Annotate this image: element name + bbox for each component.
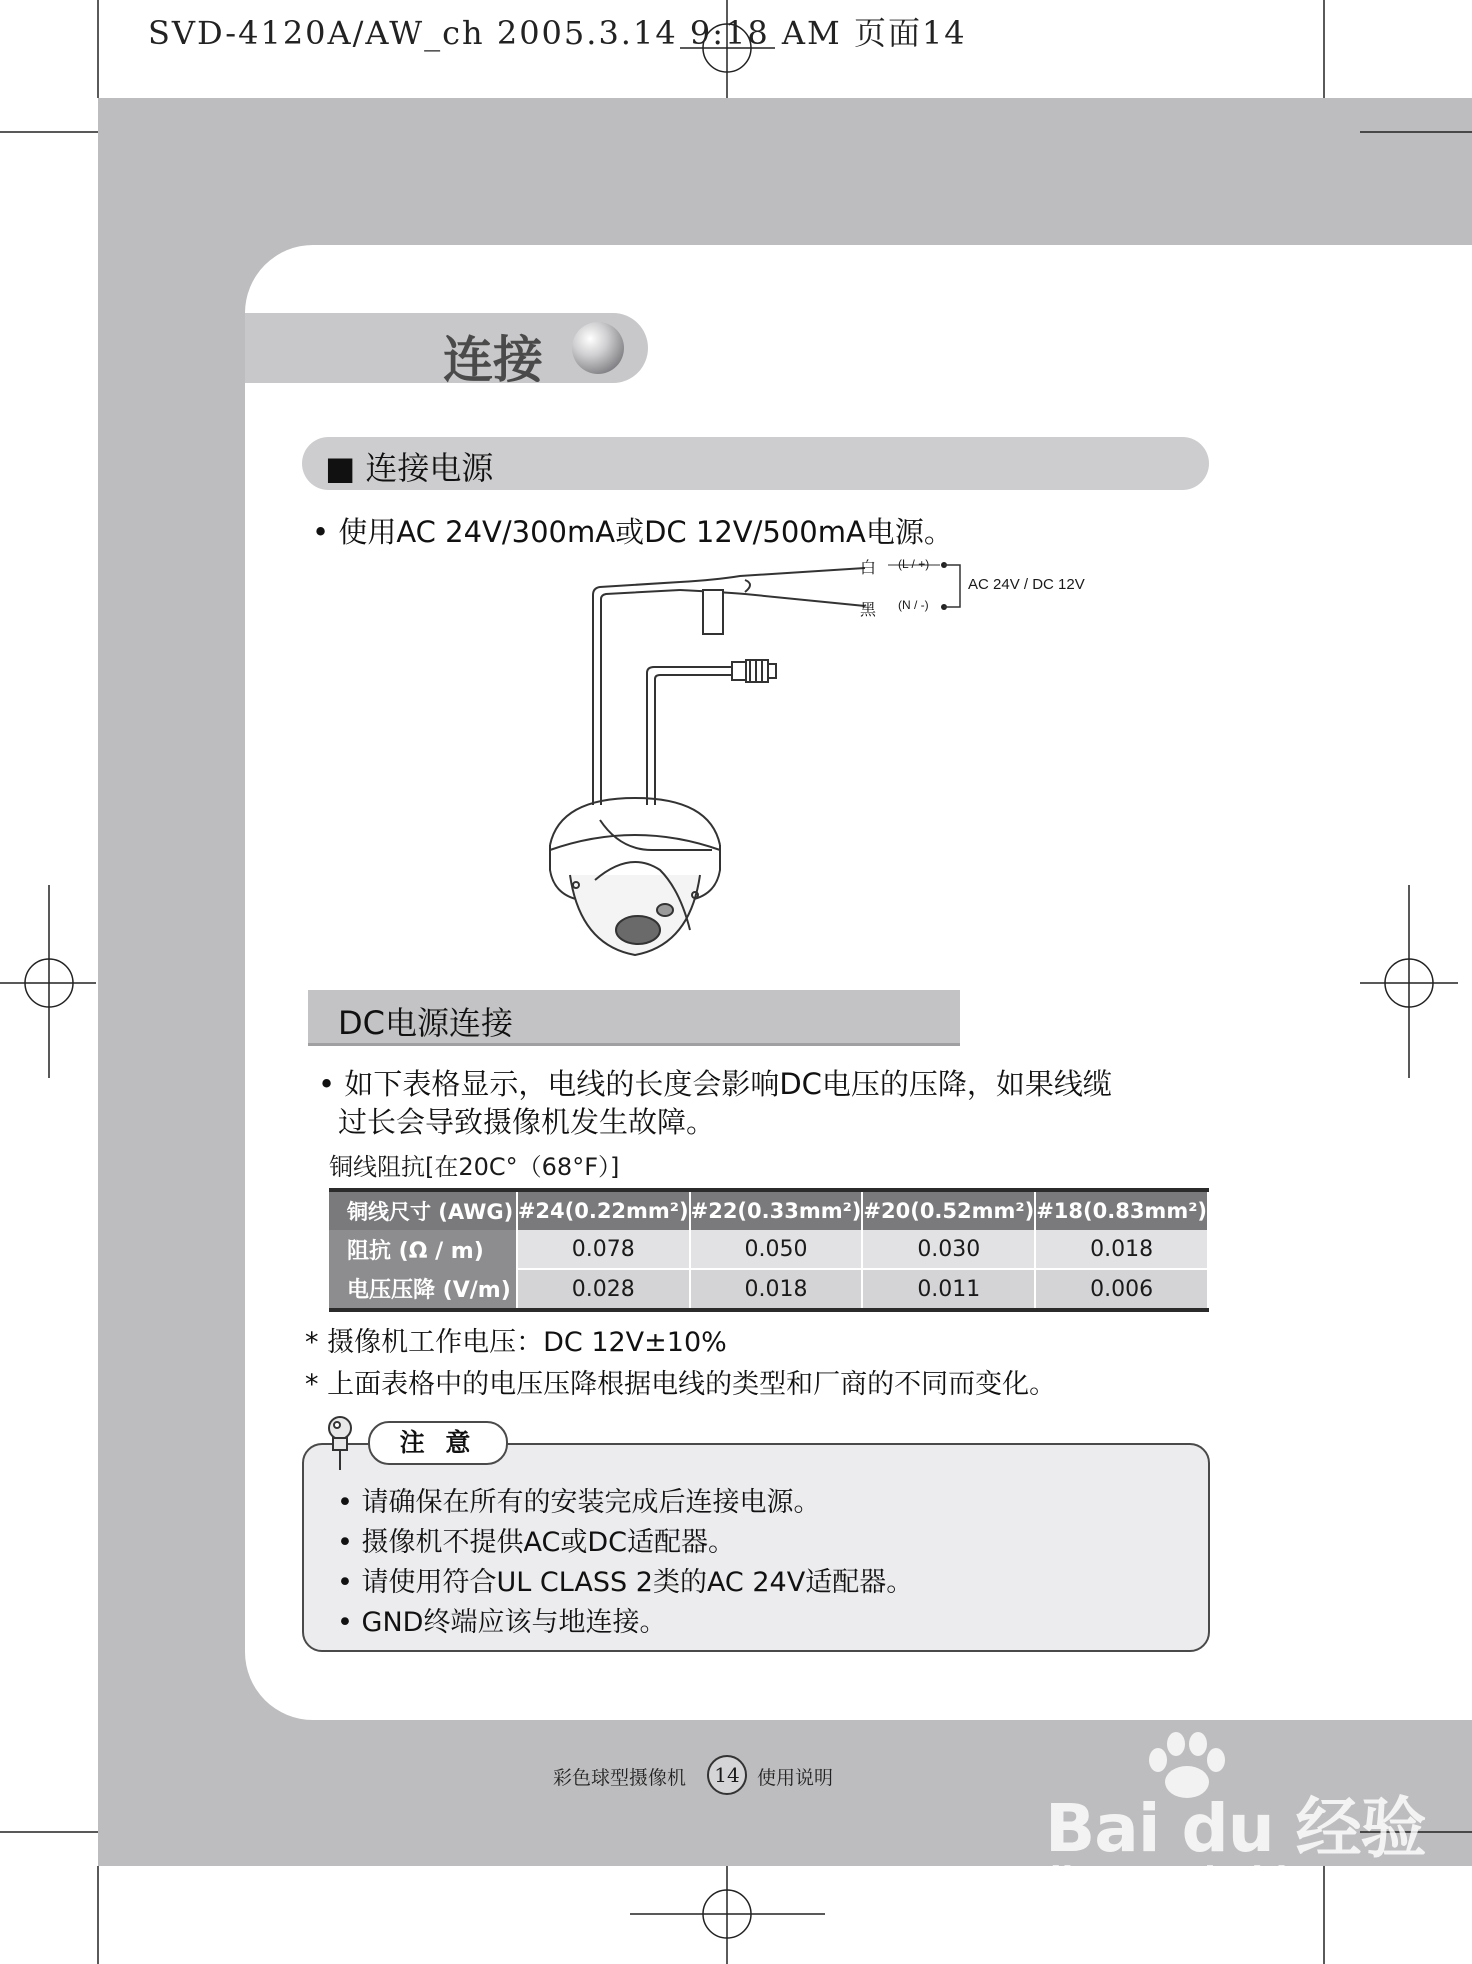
bullet-dot: • xyxy=(312,515,330,549)
camera-wiring-diagram xyxy=(540,550,1140,970)
asterisk-marker: * xyxy=(305,1327,319,1358)
bullet-dot: • xyxy=(337,1527,353,1558)
dc-warning-text-1: 如下表格显示，电线的长度会影响DC电压的压降，如果线缆 xyxy=(344,1067,1112,1101)
footnote-text: 上面表格中的电压压降根据电线的类型和厂商的不同而变化。 xyxy=(327,1369,1057,1400)
dc-warning-line-1 xyxy=(318,1062,1112,1103)
table-cell: 0.078 xyxy=(517,1230,690,1269)
table-cell: 0.030 xyxy=(862,1230,1035,1269)
copper-wire-table xyxy=(329,1188,1209,1312)
page-number: 14 xyxy=(707,1755,747,1795)
bullet-dot: • xyxy=(318,1067,336,1101)
caution-item xyxy=(337,1600,666,1639)
table-cell: 0.018 xyxy=(1035,1230,1208,1269)
table-caption: 铜线阻抗[在20C°（68°F）] xyxy=(329,1153,620,1181)
table-header-cell: #22(0.33mm²) xyxy=(690,1190,863,1230)
sphere-icon xyxy=(572,322,624,374)
table-header-cell: #20(0.52mm²) xyxy=(862,1190,1035,1230)
dc-subsection-heading: DC电源连接 xyxy=(338,1004,513,1042)
page-title: 连接 xyxy=(443,331,543,389)
supply-label: AC 24V / DC 12V xyxy=(968,576,1085,593)
positive-terminal-label: (L / +) xyxy=(898,557,930,571)
table-header-cell: #24(0.22mm²) xyxy=(517,1190,690,1230)
caution-item-text: 请确保在所有的安装完成后连接电源。 xyxy=(361,1487,821,1518)
row-label: 电压压降 (V/m) xyxy=(329,1269,517,1310)
pushpin-icon xyxy=(318,1412,368,1474)
bullet-dot: • xyxy=(337,1567,353,1598)
caution-item-text: 请使用符合UL CLASS 2类的AC 24V适配器。 xyxy=(361,1567,914,1598)
print-header: SVD-4120A/AW_ch 2005.3.14 9:18 AM 页面14 xyxy=(148,14,967,52)
table-header-cell: #18(0.83mm²) xyxy=(1035,1190,1208,1230)
table-row xyxy=(329,1230,1208,1269)
black-wire-label: 黑 xyxy=(860,600,877,619)
power-spec-text: 使用AC 24V/300mA或DC 12V/500mA电源。 xyxy=(338,515,953,549)
white-wire-label: 白 xyxy=(860,558,877,577)
footer-right: 使用说明 xyxy=(757,1767,834,1789)
caution-item xyxy=(337,1480,821,1519)
table-cell: 0.028 xyxy=(517,1269,690,1310)
baidu-watermark-url: jingyan.baidu.com xyxy=(1050,1860,1404,1900)
footnote-voltage xyxy=(305,1320,727,1359)
table-header-cell: 铜线尺寸 (AWG) xyxy=(329,1190,517,1230)
square-bullet-icon: ■ xyxy=(325,449,356,487)
table-header-row xyxy=(329,1190,1208,1230)
table-cell: 0.006 xyxy=(1035,1269,1208,1310)
table-cell: 0.050 xyxy=(690,1230,863,1269)
row-label: 阻抗 (Ω / m) xyxy=(329,1230,517,1269)
baidu-watermark: Bai du 经验 xyxy=(1045,1790,1426,1867)
section-heading-text: 连接电源 xyxy=(365,449,494,487)
power-spec-line xyxy=(312,510,953,551)
bullet-dot: • xyxy=(337,1607,353,1638)
caution-item xyxy=(337,1520,735,1559)
caution-item xyxy=(337,1560,913,1599)
caution-item-text: GND终端应该与地连接。 xyxy=(361,1607,667,1638)
table-row xyxy=(329,1269,1208,1310)
footnote-voltage-drop xyxy=(305,1362,1056,1401)
dc-warning-line-2: 过长会导致摄像机发生故障。 xyxy=(338,1105,716,1139)
asterisk-marker: * xyxy=(305,1369,319,1400)
table-cell: 0.018 xyxy=(690,1269,863,1310)
footnote-text: 摄像机工作电压：DC 12V±10% xyxy=(327,1327,727,1358)
caution-label: 注 意 xyxy=(368,1421,508,1465)
bullet-dot: • xyxy=(337,1487,353,1518)
section-heading xyxy=(325,443,493,489)
table-cell: 0.011 xyxy=(862,1269,1035,1310)
caution-item-text: 摄像机不提供AC或DC适配器。 xyxy=(361,1527,736,1558)
negative-terminal-label: (N / -) xyxy=(898,598,929,612)
footer-left: 彩色球型摄像机 xyxy=(553,1767,687,1789)
